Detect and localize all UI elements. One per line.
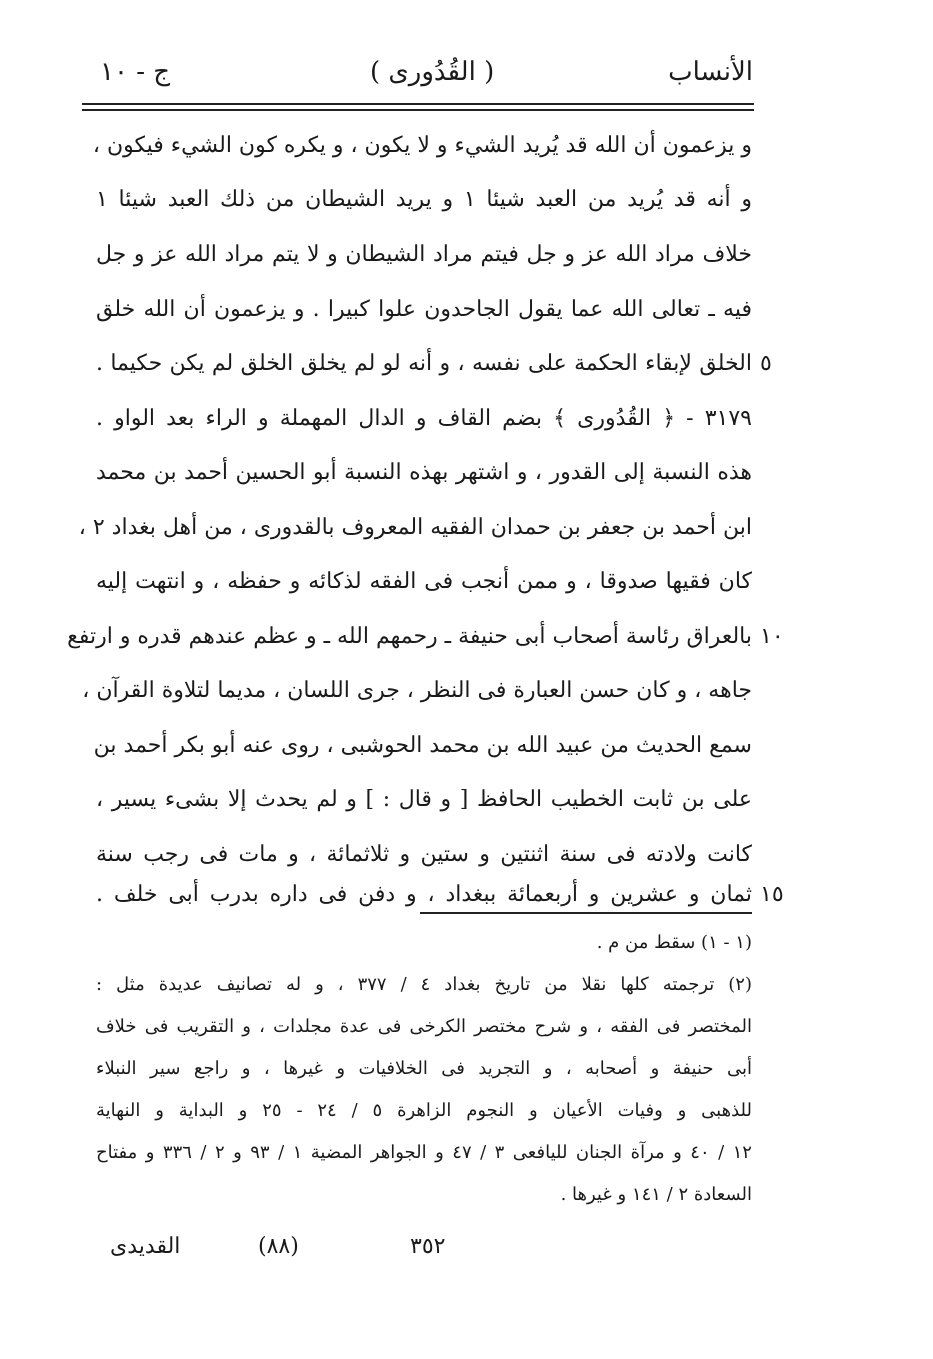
- running-head-entry: ( القُدُوری ): [370, 57, 495, 87]
- footnote-line: للذهبی و وفيات الأعيان و النجوم الزاهرة ٥ / ٢٤ - ٢٥ و البداية و النهاية: [96, 1100, 753, 1121]
- footnote-line: السعادة ٢ / ١٤١ و غيرها .: [560, 1184, 752, 1205]
- printer-signature: القديدی: [110, 1234, 181, 1259]
- sheet-sequence-number: (٨٨): [258, 1234, 299, 1259]
- entry-heading-line: ٣١٧٩ - ﴿ القُدُوری ﴾ بضم القاف و الدال المهملة و الراء بعد الواو .: [96, 406, 752, 431]
- body-line: و يزعمون أن الله قد يُريد الشيء و لا يكون ، و يكره كون الشيء فيكون ،: [92, 133, 752, 158]
- line-number-10: ١٠: [760, 624, 784, 649]
- footnote-line: أبی حنيفة و أصحابه ، و التجريد فی الخلافيات و غيرها ، و راجع سير النبلاء: [96, 1058, 752, 1079]
- body-line: ابن أحمد بن جعفر بن حمدان الفقيه المعروف بالقدوری ، من أهل بغداد ٢ ،: [78, 515, 752, 540]
- body-line: و أنه قد يُريد من العبد شيئا ١ و يريد الشيطان من ذلك العبد شيئا ١: [96, 187, 752, 212]
- body-line: كانت ولادته فی سنة اثنتين و ستين و ثلاثمائة ، و مات فی رجب سنة: [96, 842, 752, 867]
- line-number-15: ١٥: [760, 882, 784, 907]
- page-number: ٣٥٢: [410, 1234, 446, 1259]
- footnote-line: المختصر فی الفقه ، و شرح مختصر الكرخی فی عدة مجلدات ، و التقريب فی خلاف: [96, 1016, 752, 1037]
- footnote-line: (٢) ترجمته كلها نقلا من تاريخ بغداد ٤ / ٣٧٧ ، و له تصانيف عديدة مثل :: [96, 974, 752, 995]
- body-line: خلاف مراد الله عز و جل فيتم مراد الشيطان و لا يتم مراد الله عز و جل: [96, 242, 752, 267]
- body-line: جاهه ، و كان حسن العبارة فی النظر ، جرى اللسان ، مديما لتلاوة القرآن ،: [82, 678, 752, 703]
- body-line: الخلق لإبقاء الحكمة على نفسه ، و أنه لو لم يخلق الخلق لم يكن حكيما .: [96, 351, 752, 376]
- running-head-title: الأنساب: [668, 57, 753, 87]
- header-rule-top: [82, 103, 754, 105]
- line-number-5: ٥: [760, 351, 772, 376]
- header-rule-bottom: [82, 109, 754, 111]
- body-line: هذه النسبة إلى القدور ، و اشتهر بهذه النسبة أبو الحسين أحمد بن محمد: [96, 460, 752, 485]
- footnote-line: (١ - ١) سقط من م .: [596, 932, 752, 953]
- footnote-line: ١٢ / ٤٠ و مرآة الجنان لليافعی ٣ / ٤٧ و الجواهر المضية ١ / ٩٣ و ٢ / ٣٣٦ و مفتاح: [96, 1142, 752, 1163]
- body-line: بالعراق رئاسة أصحاب أبی حنيفة ـ رحمهم الله ـ و عظم عندهم قدره و ارتفع: [67, 624, 752, 649]
- body-line: كان فقيها صدوقا ، و ممن أنجب فی الفقه لذكائه و حفظه ، و انتهت إليه: [96, 569, 752, 594]
- body-line: علی بن ثابت الخطيب الحافظ [ و قال : ] و لم يحدث إلا بشیء يسير ،: [96, 787, 752, 812]
- running-head-volume: ج - ١٠: [100, 57, 171, 87]
- body-line: ثمان و عشرين و أربعمائة ببغداد ، و دفن فی داره بدرب أبی خلف .: [96, 882, 752, 907]
- footnote-separator: [420, 912, 752, 914]
- body-line: سمع الحديث من عبيد الله بن محمد الحوشبی ، روى عنه أبو بكر أحمد بن: [93, 733, 752, 758]
- body-line: فيه ـ تعالى الله عما يقول الجاحدون علوا كبيرا . و يزعمون أن الله خلق: [96, 297, 752, 322]
